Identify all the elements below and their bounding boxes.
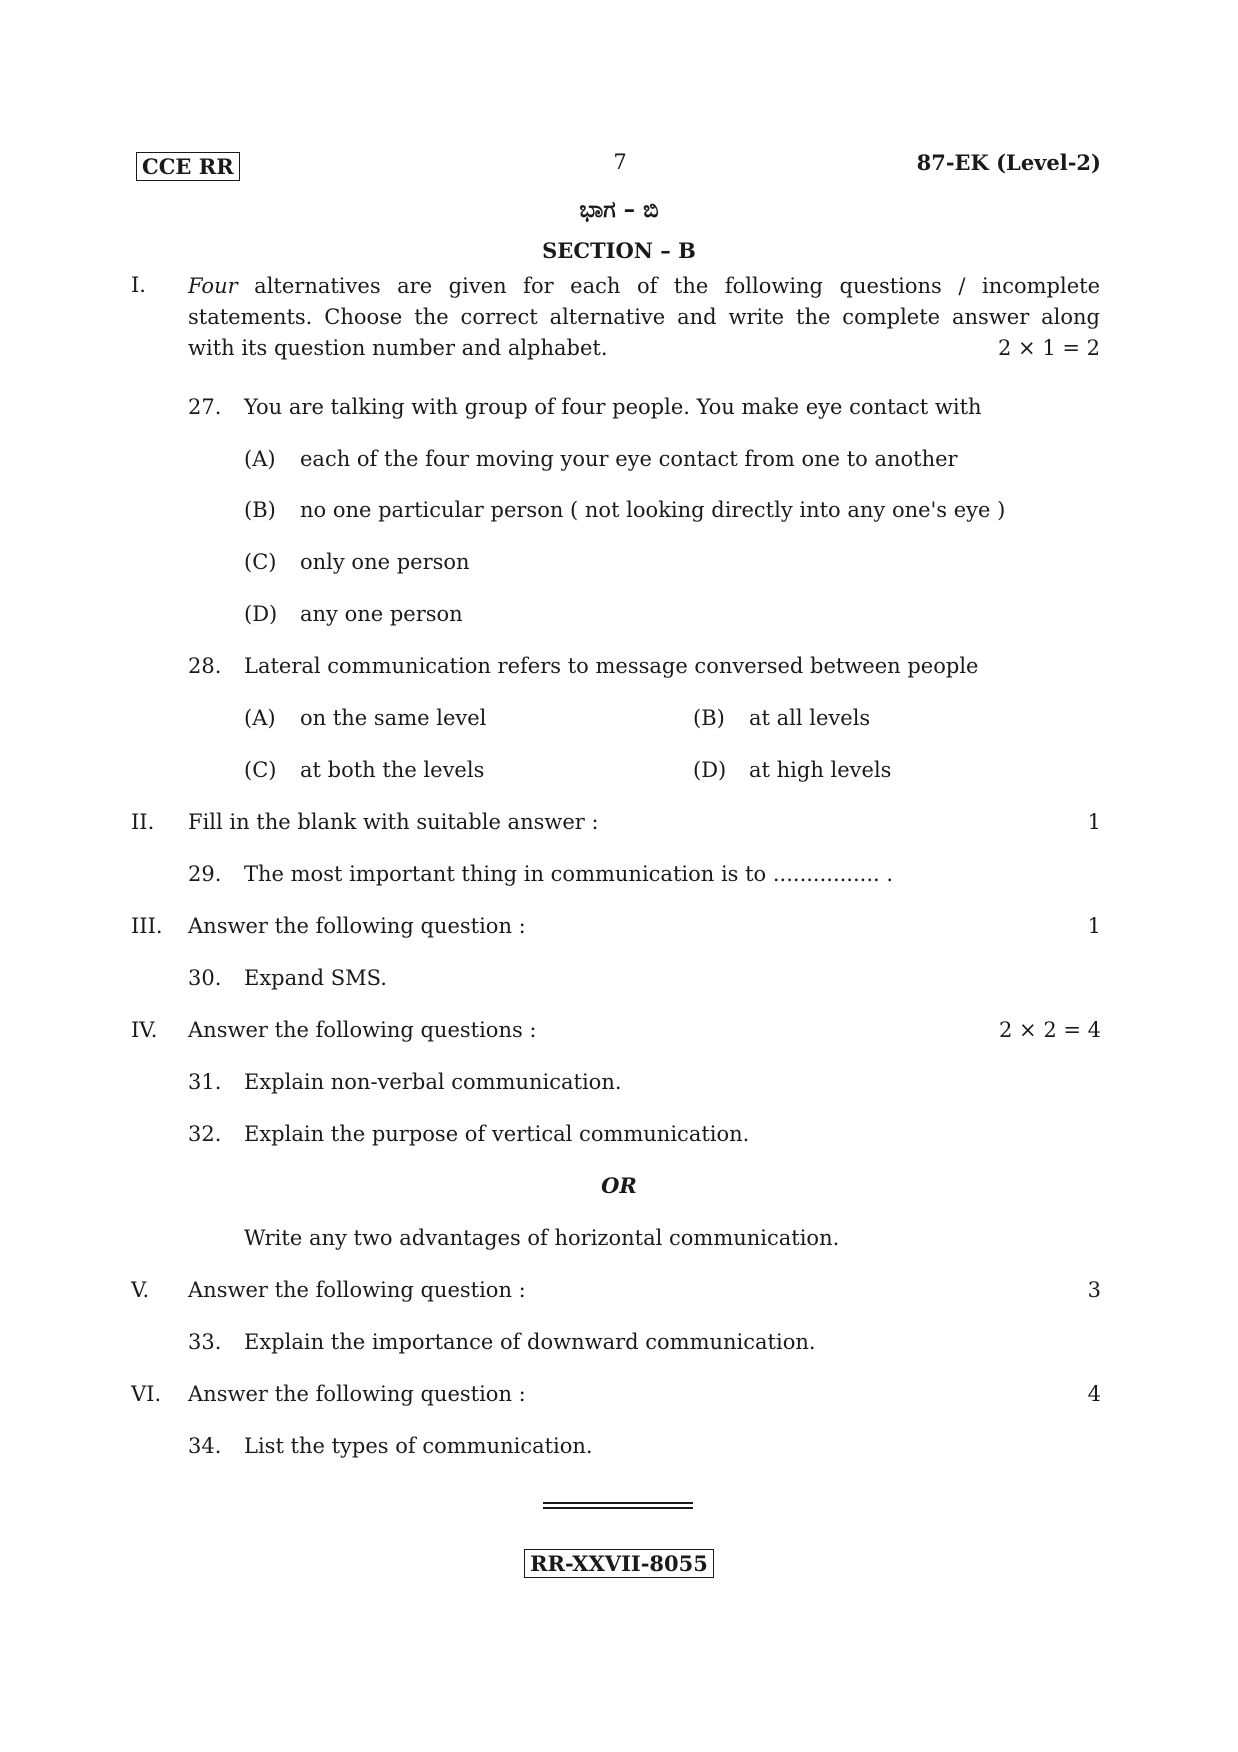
section-title-kannada: ಭಾಗ – ಬಿ [579,196,659,223]
question-30: 30. Expand SMS. [188,966,387,990]
end-rule-bottom [543,1507,693,1509]
cce-rr-label: CCE RR [136,152,240,181]
q27-option-b: (B) no one particular person ( not looking directly into any one's eye ) [244,498,1006,522]
question-29: 29. The most important thing in communication is to ................ . [188,862,894,886]
part-1-instructions: Four alternatives are given for each of the following questions / incomplete statements. Choose the correct alternative and write the complete answer along with its question number and alphabet. 2 × 1 = 2 [188,271,1100,364]
question-32-alternative: Write any two advantages of horizontal communication. [244,1226,840,1250]
or-separator: OR [601,1173,637,1198]
instr-italic: Four [188,274,238,298]
question-33: 33. Explain the importance of downward communication. [188,1330,816,1354]
q28-options-row-2: (C) at both the levels (D) at high levels [244,758,892,782]
paper-code: 87-EK (Level-2) [916,150,1101,175]
footer [0,1551,1238,1576]
end-rule-top [543,1502,693,1504]
q27-option-d: (D) any one person [244,602,463,626]
question-28: 28. Lateral communication refers to message conversed between people [188,654,979,678]
footer-code: RR-XXVII-8055 [524,1549,714,1578]
question-31: 31. Explain non-verbal communication. [188,1070,622,1094]
part-6-heading: VI. Answer the following question : 4 [131,1382,1101,1406]
page-number: 7 [613,150,627,174]
part-3-heading: III. Answer the following question : 1 [131,914,1101,938]
section-title: SECTION – B [542,238,696,263]
question-32: 32. Explain the purpose of vertical communication. [188,1122,750,1146]
part-1-marks: 2 × 1 = 2 [998,336,1100,360]
q28-options-row-1: (A) on the same level (B) at all levels [244,706,871,730]
part-4-heading: IV. Answer the following questions : 2 × 2 = 4 [131,1018,1101,1042]
part-1-roman: I. [131,273,146,297]
part-2-heading: II. Fill in the blank with suitable answer : 1 [131,810,1101,834]
part-5-heading: V. Answer the following question : 3 [131,1278,1101,1302]
question-27: 27. You are talking with group of four people. You make eye contact with [188,395,982,419]
question-34: 34. List the types of communication. [188,1434,593,1458]
q27-option-a: (A) each of the four moving your eye contact from one to another [244,447,958,471]
q27-option-c: (C) only one person [244,550,470,574]
